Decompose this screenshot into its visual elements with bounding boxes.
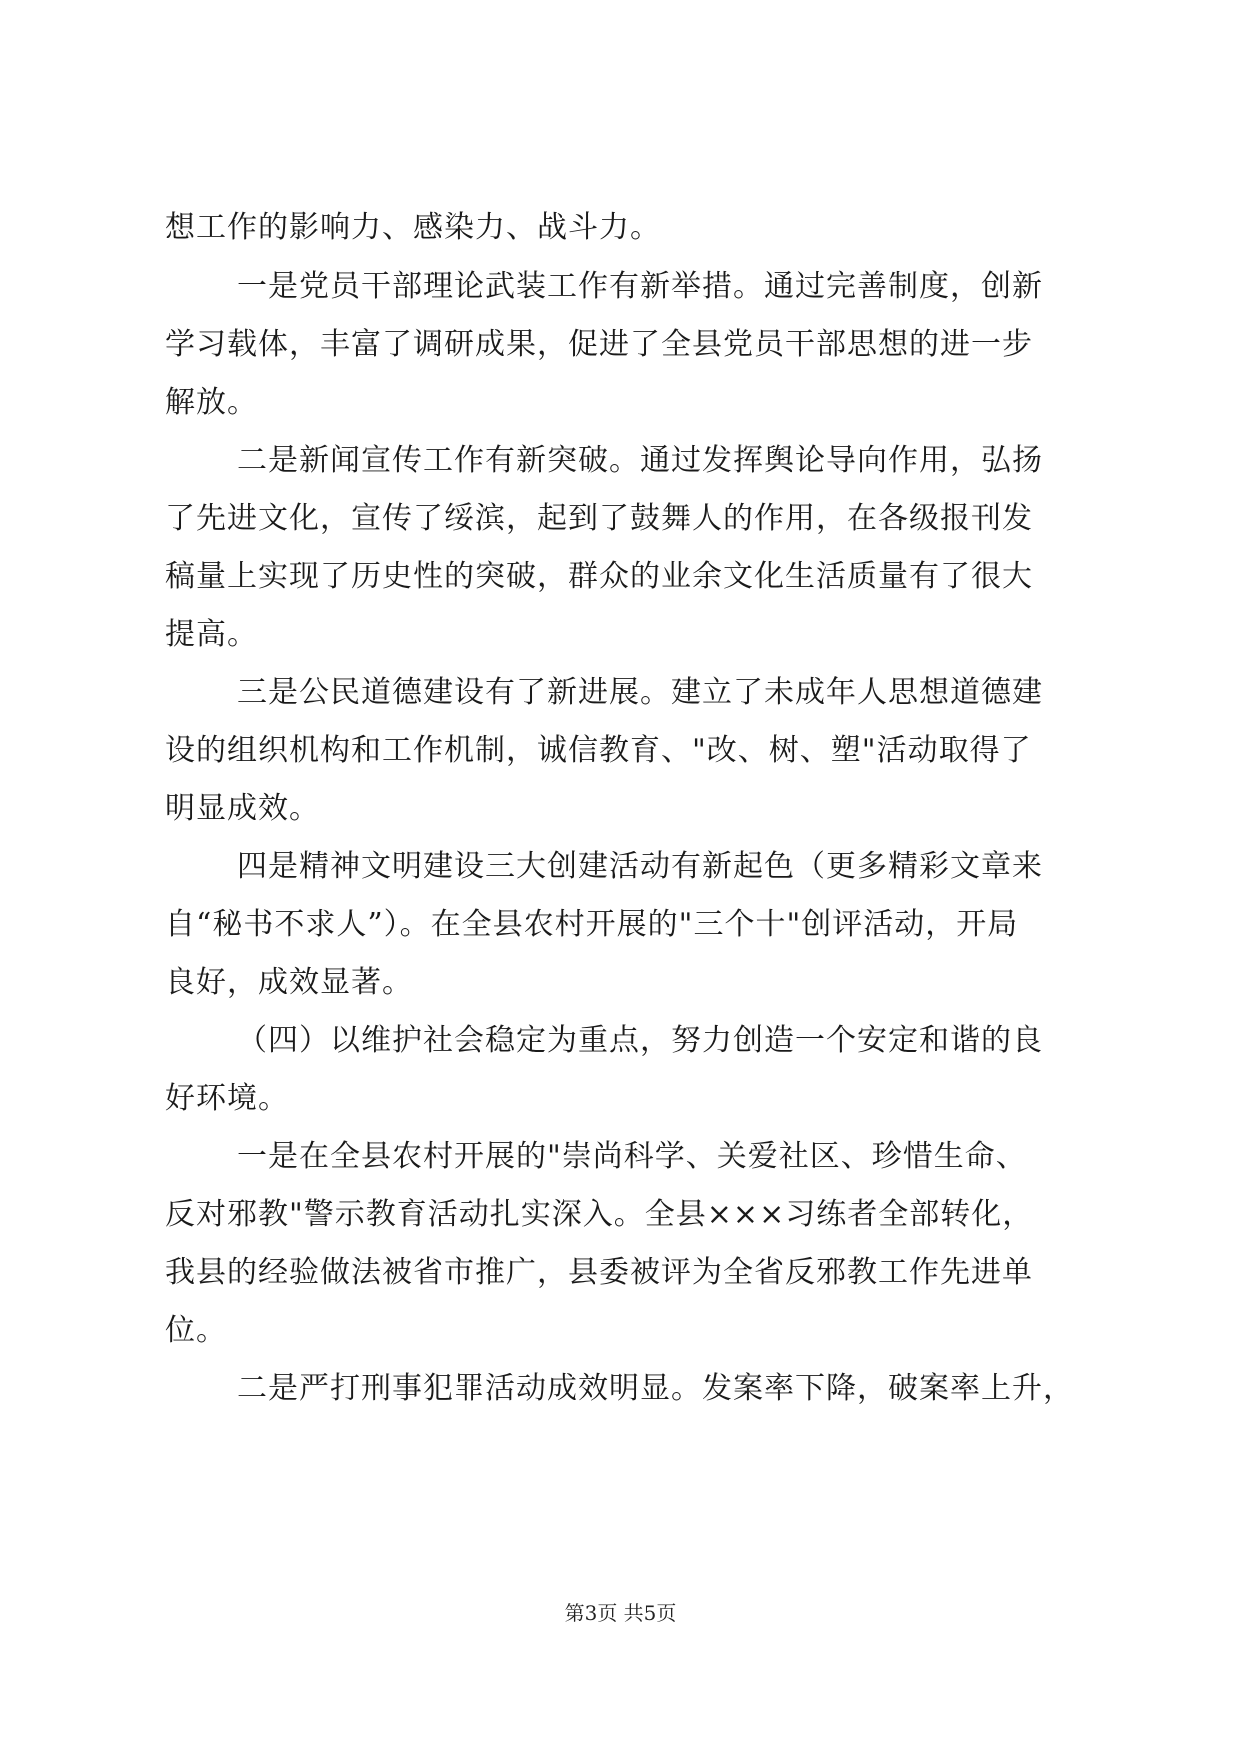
- section-heading: （四）以维护社会稳定为重点，努力创造一个安定和谐的良: [237, 1023, 1043, 1058]
- text-line: 设的组织机构和工作机制，诚信教育、"改、树、塑"活动取得了: [165, 733, 1032, 768]
- text-line: 学习载体，丰富了调研成果，促进了全县党员干部思想的进一步: [165, 327, 1033, 362]
- text-line: 稿量上实现了历史性的突破，群众的业余文化生活质量有了很大: [165, 559, 1033, 594]
- text-line: 好环境。: [165, 1081, 289, 1116]
- text-line: 良好，成效显著。: [165, 965, 413, 1000]
- text-line: 四是精神文明建设三大创建活动有新起色（更多精彩文章来: [237, 849, 1043, 884]
- text-line: 提高。: [165, 617, 258, 652]
- text-line: 解放。: [165, 385, 258, 420]
- text-line: 二是新闻宣传工作有新突破。通过发挥舆论导向作用，弘扬: [237, 443, 1043, 478]
- text-line: 我县的经验做法被省市推广，县委被评为全省反邪教工作先进单: [165, 1255, 1033, 1290]
- text-line: 想工作的影响力、感染力、战斗力。: [165, 210, 661, 245]
- text-line: 二是严打刑事犯罪活动成效明显。发案率下降，破案率上升，: [237, 1371, 1074, 1406]
- text-line: 反对邪教"警示教育活动扎实深入。全县×××习练者全部转化，: [165, 1197, 1034, 1232]
- text-line: 一是在全县农村开展的"崇尚科学、关爱社区、珍惜生命、: [237, 1139, 1027, 1174]
- text-line: 一是党员干部理论武装工作有新举措。通过完善制度，创新: [237, 269, 1043, 304]
- page-number-footer: 第3页 共5页: [564, 1601, 677, 1625]
- text-line: 明显成效。: [165, 791, 320, 826]
- text-line: 自“秘书不求人”）。在全县农村开展的"三个十"创评活动，开局: [165, 907, 1019, 942]
- text-line: 位。: [165, 1313, 227, 1348]
- text-line: 了先进文化，宣传了绥滨，起到了鼓舞人的作用，在各级报刊发: [165, 501, 1033, 536]
- text-line: 三是公民道德建设有了新进展。建立了未成年人思想道德建: [237, 675, 1043, 710]
